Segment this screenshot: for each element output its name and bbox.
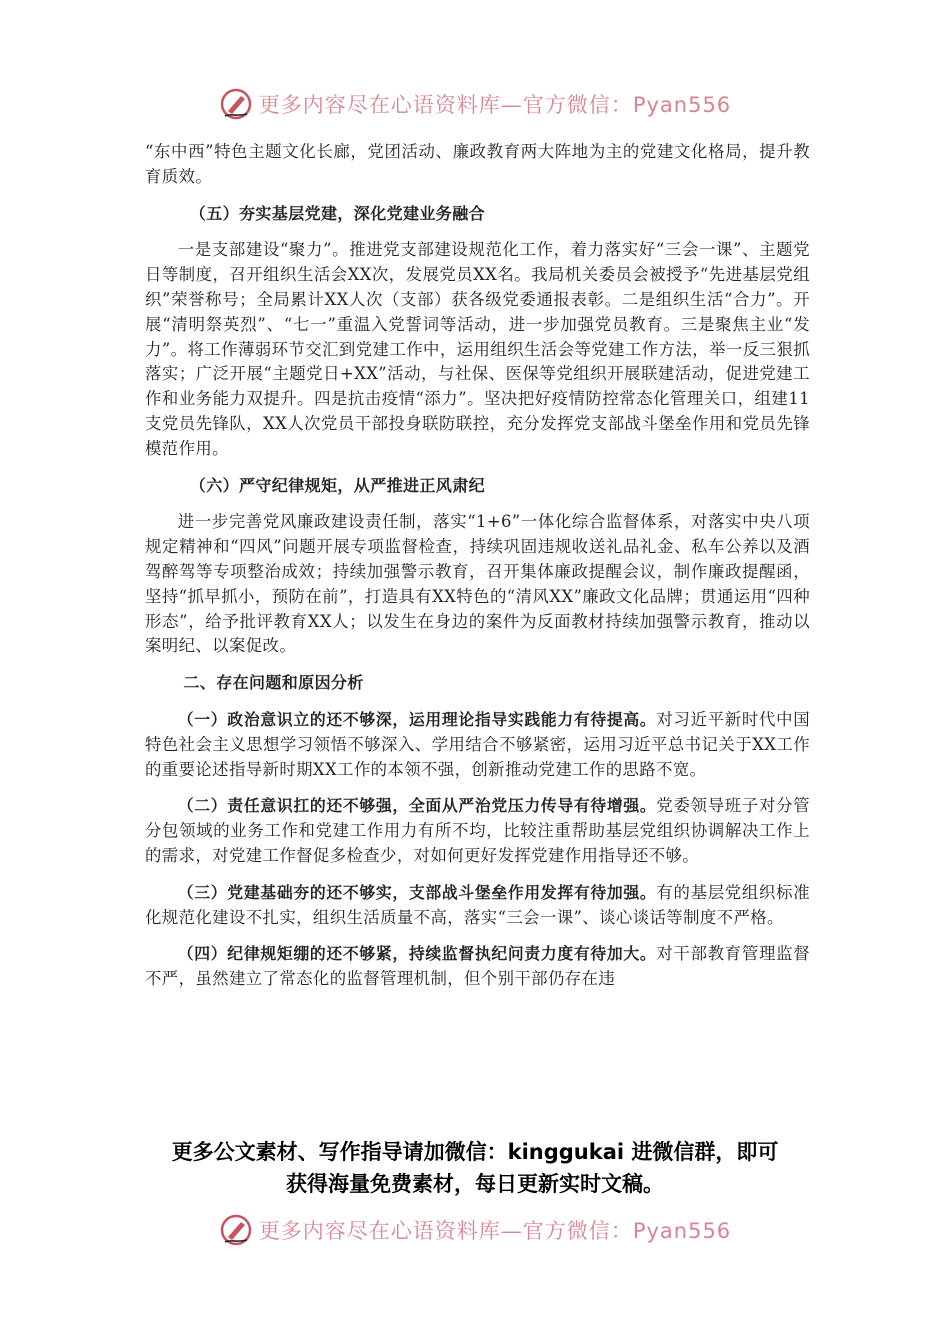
watermark-banner-top [0,84,950,124]
footer-promo-line-1: 更多公文素材、写作指导请加微信：kinggukai 进微信群，即可 [171,1140,779,1164]
problem-4-body: 对干部教育管理监督不严，虽然建立了常态化的监督管理机制，但个别干部仍存在违 [145,944,810,989]
problem-4-lead: （四）纪律规矩绷的还不够紧，持续监督执纪问责力度有待加大。 [177,944,657,964]
watermark-wechat-id: Pyan556 [632,1219,732,1243]
subheading-6: （六）严守纪律规矩，从严推进正风肃纪 [189,475,485,495]
document-body [145,140,810,1004]
problem-3-body: 有的基层党组织标准化规范化建设不扎实，组织生活质量不高，落实“三会一课”、谈心谈话等制度不严格。 [145,882,810,927]
paragraph-party-building: 一是支部建设“聚力”。推进党支部建设规范化工作，着力落实好“三会一课”、主题党日等制度，召开组织生活会XX次，发展党员XX名。我局机关委员会被授予“先进基层党组织”荣誉称号；全局累计XX人次（支部）获各级党委通报表彰。二是组织生活“合力”。开展“清明祭英烈”、“七一”重温入党誓词等活动，进一步加强党员教育。三是聚焦主业“发力”。将工作薄弱环节交汇到党建工作中，运用组织生活会等党建工作方法，举一反三狠抓落实；广泛开展“主题党日+XX”活动，与社保、医保等党组织开展联建活动，促进党建工作和业务能力双提升。四是抗击疫情“添力”。坚决把好疫情防控常态化管理关口，组建11支党员先锋队，XX人次党员干部投身联防联控，充分发挥党支部战斗堡垒作用和党员先锋模范作用。 [145,240,810,458]
problem-1-lead: （一）政治意识立的还不够深，运用理论指导实践能力有待提高。 [177,709,657,729]
problem-2 [145,794,810,868]
problem-1 [145,708,810,782]
problem-2-body: 党委领导班子对分管分包领域的业务工作和党建工作用力有所不均，比较注重帮助基层党组织协调解决工作上的需求，对党建工作督促多检查少，对如何更好发挥党建作用指导还不够。 [145,796,810,865]
watermark-text [259,1215,731,1245]
watermark-banner-bottom [0,1210,950,1250]
pen-logo-icon [219,87,253,121]
paragraph-continued: “东中西”特色主题文化长廊，党团活动、廉政教育两大阵地为主的党建文化格局，提升教育质效。 [145,142,810,186]
watermark-label: 更多内容尽在心语资料库—官方微信： [258,1219,633,1243]
watermark-label: 更多内容尽在心语资料库—官方微信： [258,93,633,117]
problem-1-body: 对习近平新时代中国特色社会主义思想学习领悟不够深入、学用结合不够紧密，运用习近平总书记关于XX工作的重要论述指导新时期XX工作的本领不强，创新推动党建工作的思路不宽。 [145,709,810,779]
problem-4 [145,942,810,992]
pen-logo-icon [219,1213,253,1247]
problem-3 [145,881,810,931]
subheading-5: （五）夯实基层党建，深化党建业务融合 [189,203,485,223]
section-heading-2: 二、存在问题和原因分析 [183,673,364,693]
footer-promo-line-2: 获得海量免费素材，每日更新实时文稿。 [286,1172,664,1196]
footer-promo-note [0,1136,950,1200]
problem-3-lead: （三）党建基础夯的还不够实，支部战斗堡垒作用发挥有待加强。 [177,882,657,902]
watermark-text [259,89,731,119]
problem-2-lead: （二）责任意识扛的还不够强，全面从严治党压力传导有待增强。 [177,796,657,816]
watermark-wechat-id: Pyan556 [632,93,732,117]
paragraph-discipline: 进一步完善党风廉政建设责任制，落实“1+6”一体化综合监督体系，对落实中央八项规定精神和“四风”问题开展专项监督检查，持续巩固违规收送礼品礼金、私车公养以及酒驾醉驾等专项整治成效；持续加强警示教育，召开集体廉政提醒会议，制作廉政提醒函，坚持“抓早抓小，预防在前”，打造具有XX特色的“清风XX”廉政文化品牌；贯通运用“四种形态”，给予批评教育XX人；以发生在身边的案件为反面教材持续加强警示教育，推动以案明纪、以案促改。 [145,512,810,656]
